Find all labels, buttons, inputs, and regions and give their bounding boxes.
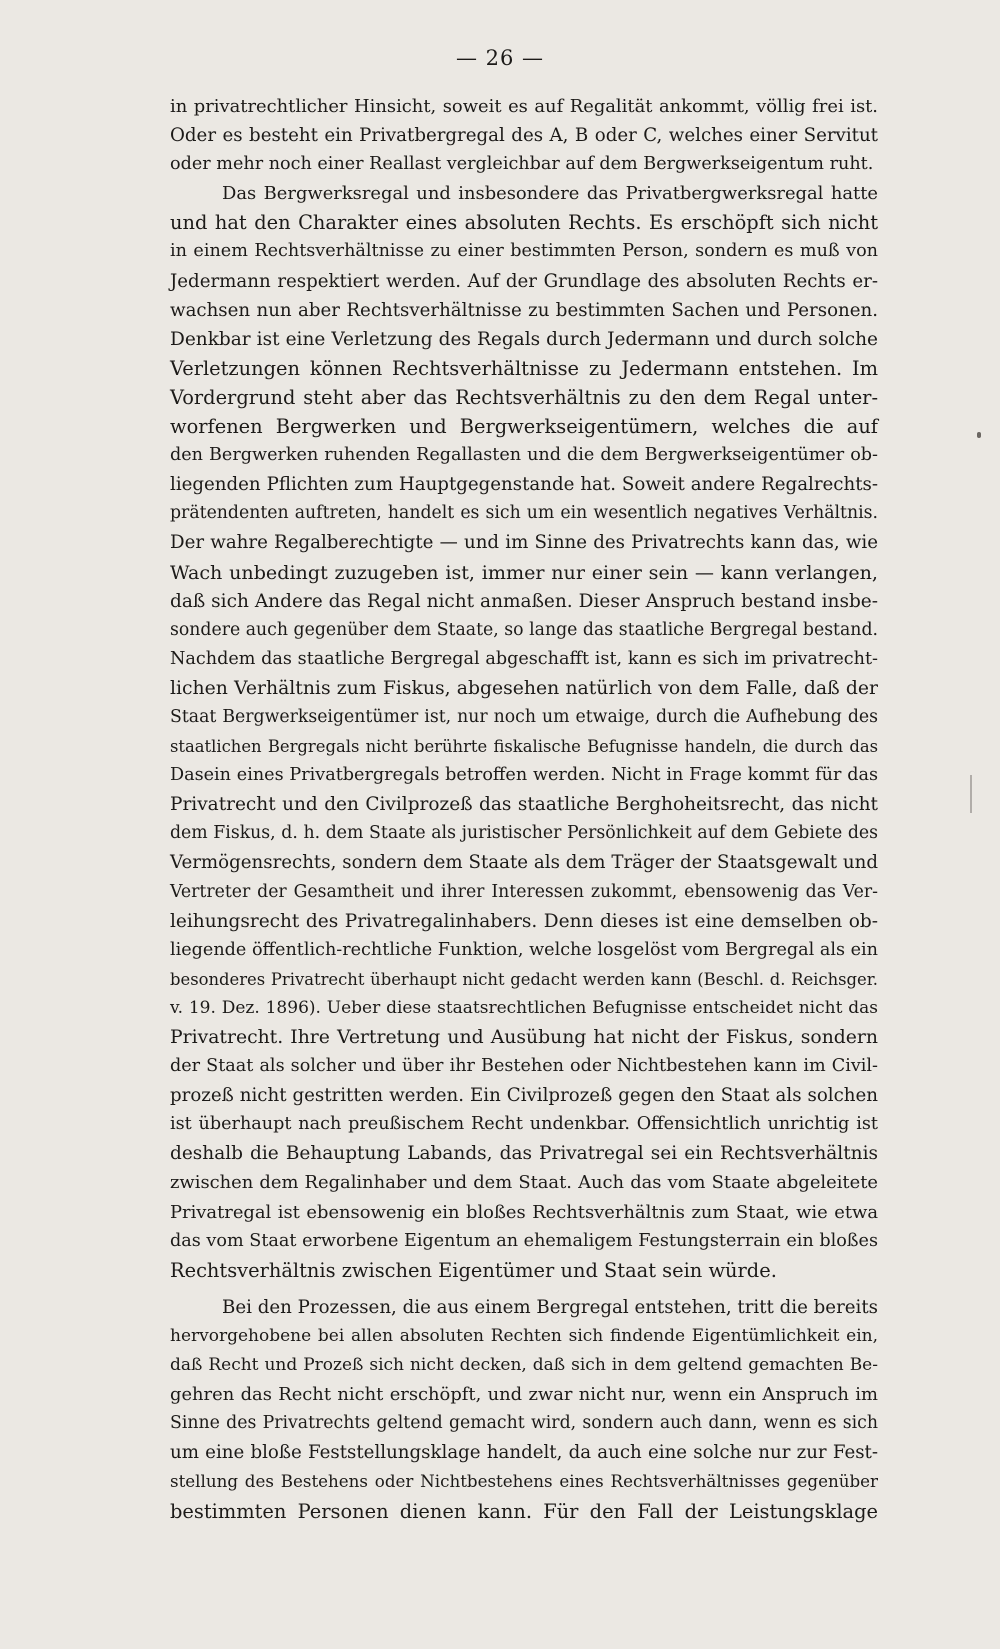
text-line: Staat Bergwerkseigentümer ist, nur noch um etwaige, durch die Aufhebung des xyxy=(170,706,878,727)
text-line: Denkbar ist eine Verletzung des Regals durch Jedermann und durch solche xyxy=(170,328,878,350)
text-line: stellung des Bestehens oder Nichtbestehens eines Rechtsverhältnisses gegenüber xyxy=(170,1471,878,1492)
text-line: Der wahre Regalberechtigte — und im Sinne des Privatrechts kann das, wie xyxy=(170,532,878,554)
text-line: den Bergwerken ruhenden Regallasten und die dem Bergwerkseigentümer ob- xyxy=(170,445,878,466)
text-line: zwischen dem Regalinhaber und dem Staat. Auch das vom Staate abgeleitete xyxy=(170,1172,878,1194)
text-line: Jedermann respektiert werden. Auf der Grundlage des absoluten Rechts er- xyxy=(170,270,878,292)
text-line: besonderes Privatrecht überhaupt nicht gedacht werden kann (Beschl. d. Reichsger. xyxy=(170,969,878,989)
text-line: bestimmten Personen dienen kann. Für den Fall der Leistungsklage xyxy=(170,1499,878,1523)
text-line: prätendenten auftreten, handelt es sich um ein wesentlich negatives Verhältnis. xyxy=(170,503,878,524)
text-line: sondere auch gegenüber dem Staate, so lange das staatliche Bergregal bestand. xyxy=(170,619,878,640)
text-line: Das Bergwerksregal und insbesondere das Privatbergwerksregal hatte xyxy=(222,183,878,205)
text-line: liegende öffentlich-rechtliche Funktion, welche losgelöst vom Bergregal als ein xyxy=(170,939,878,960)
text-line: liegenden Pflichten zum Hauptgegenstande hat. Soweit andere Regalrechts- xyxy=(170,474,878,496)
text-line: leihungsrecht des Privatregalinhabers. Denn dieses ist eine demselben ob- xyxy=(170,910,878,932)
scan-scratch xyxy=(970,775,972,813)
text-line: hervorgehobene bei allen absoluten Rechten sich findende Eigentümlichkeit ein, xyxy=(170,1325,878,1346)
text-line: Vordergrund steht aber das Rechtsverhältnis zu den dem Regal unter- xyxy=(170,385,878,409)
text-line: um eine bloße Feststellungsklage handelt, da auch eine solche nur zur Fest- xyxy=(170,1442,878,1464)
text-line: Nachdem das staatliche Bergregal abgeschafft ist, kann es sich im privatrecht- xyxy=(170,648,878,669)
text-line: Vermögensrechts, sondern dem Staate als dem Träger der Staatsgewalt und xyxy=(170,852,878,874)
text-line: Sinne des Privatrechts geltend gemacht wird, sondern auch dann, wenn es sich xyxy=(170,1413,878,1434)
text-line: das vom Staat erworbene Eigentum an ehemaligem Festungsterrain ein bloßes xyxy=(170,1230,878,1251)
text-line: prozeß nicht gestritten werden. Ein Civilprozeß gegen den Staat als solchen xyxy=(170,1085,878,1107)
text-line: und hat den Charakter eines absoluten Rechts. Es erschöpft sich nicht xyxy=(170,211,878,235)
text-line: gehren das Recht nicht erschöpft, und zwar nicht nur, wenn ein Anspruch im xyxy=(170,1384,878,1406)
text-line: wachsen nun aber Rechtsverhältnisse zu bestimmten Sachen und Personen. xyxy=(170,299,878,321)
text-line: Vertreter der Gesamtheit und ihrer Interessen zukommt, ebensowenig das Ver- xyxy=(170,881,878,902)
scan-speck xyxy=(977,432,981,438)
text-line: Oder es besteht ein Privatbergregal des A, B oder C, welches einer Servitut xyxy=(170,125,878,147)
text-line: Rechtsverhältnis zwischen Eigentümer und Staat sein würde. xyxy=(170,1258,777,1282)
text-line: v. 19. Dez. 1896). Ueber diese staatsrechtlichen Befugnisse entscheidet nicht das xyxy=(170,997,878,1018)
text-line: Dasein eines Privatbergregals betroffen werden. Nicht in Frage kommt für das xyxy=(170,765,878,786)
text-line: lichen Verhältnis zum Fiskus, abgesehen natürlich von dem Falle, daß der xyxy=(170,677,878,699)
text-line: deshalb die Behauptung Labands, das Privatregal sei ein Rechtsverhältnis xyxy=(170,1143,878,1165)
page-number: — 26 — xyxy=(455,46,545,70)
text-line: Wach unbedingt zuzugeben ist, immer nur einer sein — kann verlangen, xyxy=(170,560,878,584)
text-line: Verletzungen können Rechtsverhältnisse zu Jedermann entstehen. Im xyxy=(170,356,878,380)
text-line: in einem Rechtsverhältnisse zu einer bestimmten Person, sondern es muß von xyxy=(170,241,878,262)
text-line: Privatrecht. Ihre Vertretung und Ausübung hat nicht der Fiskus, sondern xyxy=(170,1027,878,1048)
text-line: staatlichen Bergregals nicht berührte fiskalische Befugnisse handeln, die durch das xyxy=(170,737,878,757)
text-line: Privatregal ist ebensowenig ein bloßes Rechtsverhältnis zum Staat, wie etwa xyxy=(170,1201,878,1223)
text-line: ist überhaupt nach preußischem Recht undenkbar. Offensichtlich unrichtig ist xyxy=(170,1114,878,1135)
text-line: daß Recht und Prozeß sich nicht decken, daß sich in dem geltend gemachten Be- xyxy=(170,1355,878,1376)
text-line: in privatrechtlicher Hinsicht, soweit es auf Regalität ankommt, völlig frei ist. xyxy=(170,96,878,117)
text-line: worfenen Bergwerken und Bergwerkseigentümern, welches die auf xyxy=(170,415,878,439)
text-line: der Staat als solcher und über ihr Bestehen oder Nichtbestehen kann im Civil- xyxy=(170,1056,878,1077)
text-line: Bei den Prozessen, die aus einem Bergregal entstehen, tritt die bereits xyxy=(222,1296,878,1318)
text-line: dem Fiskus, d. h. dem Staate als juristischer Persönlichkeit auf dem Gebiete des xyxy=(170,823,878,844)
body-text xyxy=(170,92,878,1526)
text-line: Privatrecht und den Civilprozeß das staatliche Berghoheitsrecht, das nicht xyxy=(170,794,878,816)
text-line: daß sich Andere das Regal nicht anmaßen. Dieser Anspruch bestand insbe- xyxy=(170,590,878,612)
text-line: oder mehr noch einer Reallast vergleichbar auf dem Bergwerkseigentum ruht. xyxy=(170,154,874,175)
